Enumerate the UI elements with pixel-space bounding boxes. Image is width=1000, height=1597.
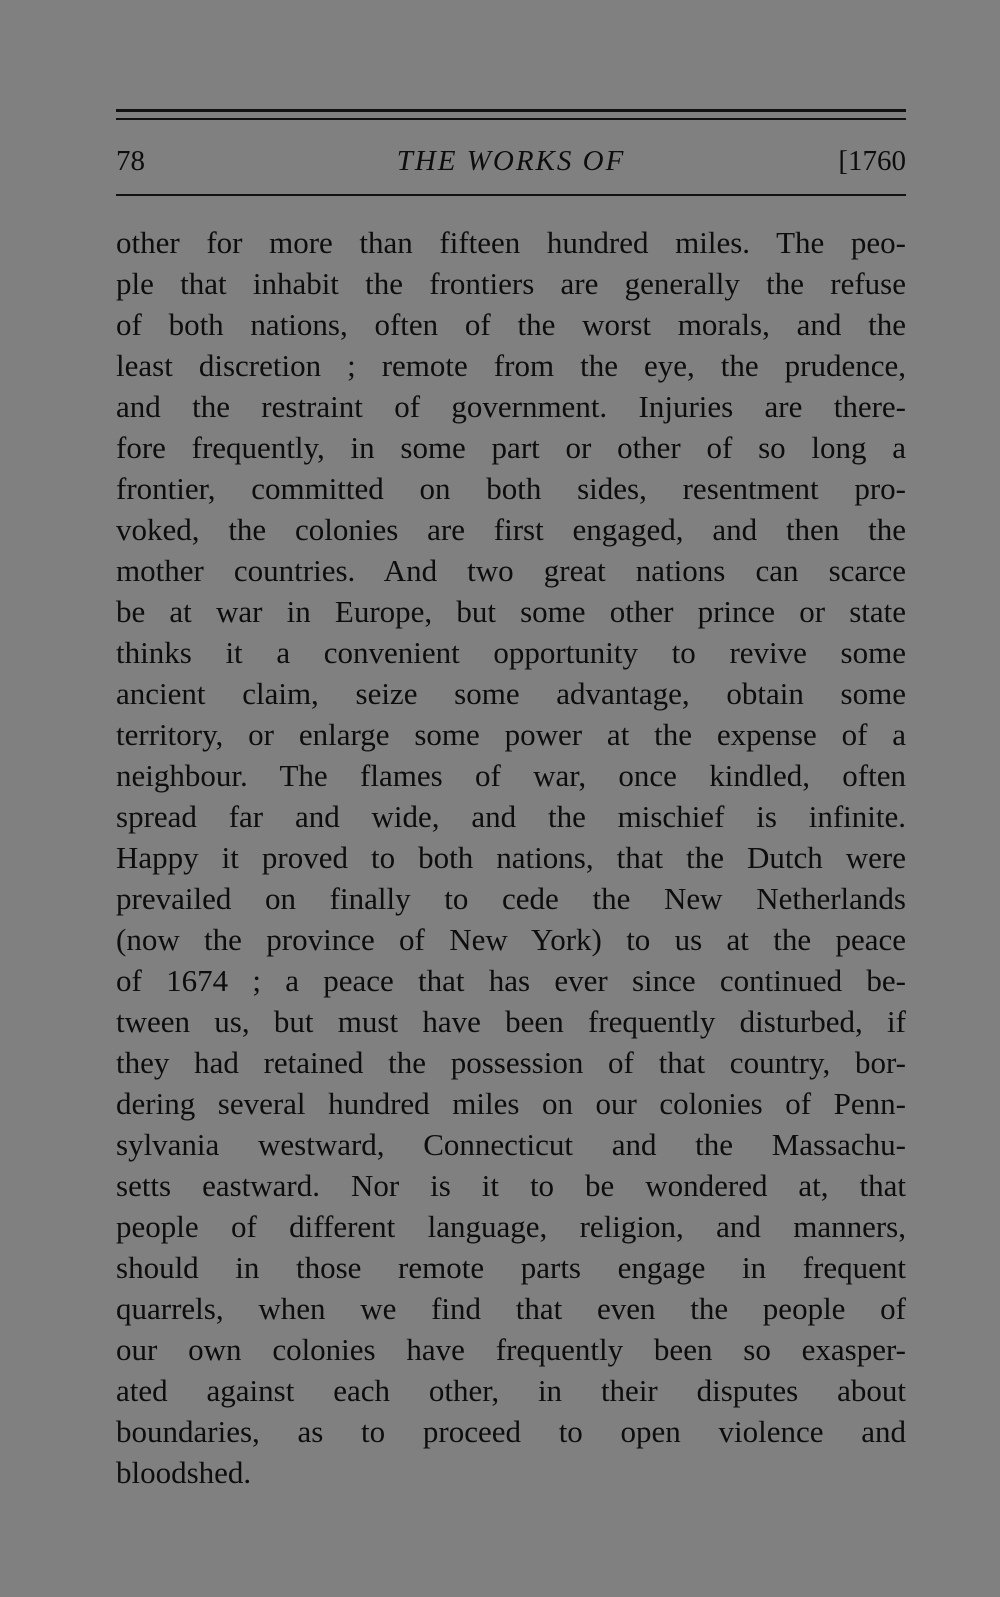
text-line: neighbour. The flames of war, once kindled, often [116,758,906,793]
text-line: ancient claim, seize some advantage, obtain some [116,676,906,711]
text-line: voked, the colonies are first engaged, and then the [116,512,906,547]
text-line: our own colonies have frequently been so exasper- [116,1332,906,1367]
header-rule-bottom [116,194,906,196]
header-rule-top [116,109,906,112]
text-line: spread far and wide, and the mischief is infinite. [116,799,906,834]
text-line: (now the province of New York) to us at the peace [116,922,906,957]
text-line: and the restraint of government. Injuries are there- [116,389,906,424]
text-line: ated against each other, in their disputes about [116,1373,906,1408]
text-line: of 1674 ; a peace that has ever since continued be- [116,963,906,998]
text-line: fore frequently, in some part or other of so long a [116,430,906,465]
text-line: quarrels, when we find that even the people of [116,1291,906,1326]
text-line: bloodshed. [116,1455,252,1490]
text-line: least discretion ; remote from the eye, the prudence, [116,348,906,383]
text-line: people of different language, religion, and manners, [116,1209,906,1244]
text-line: frontier, committed on both sides, resentment pro- [116,471,906,506]
text-line: tween us, but must have been frequently disturbed, if [116,1004,906,1039]
text-line: prevailed on finally to cede the New Netherlands [116,881,906,916]
body-text [116,222,906,1493]
text-line: they had retained the possession of that country, bor- [116,1045,906,1080]
running-title: THE WORKS OF [396,145,626,177]
text-line: boundaries, as to proceed to open violence and [116,1414,906,1449]
text-line: of both nations, often of the worst morals, and the [116,307,906,342]
text-line: Happy it proved to both nations, that the Dutch were [116,840,906,875]
page-number: 78 [116,145,145,177]
text-line: sylvania westward, Connecticut and the Massachu- [116,1127,906,1162]
header-year: [1760 [838,145,906,177]
text-line: setts eastward. Nor is it to be wondered at, that [116,1168,906,1203]
text-line: dering several hundred miles on our colonies of Penn- [116,1086,906,1121]
text-line: ple that inhabit the frontiers are generally the refuse [116,266,906,301]
text-line: thinks it a convenient opportunity to revive some [116,635,906,670]
text-line: territory, or enlarge some power at the expense of a [116,717,906,752]
text-line: other for more than fifteen hundred miles. The peo- [116,225,906,260]
header-rule-top-thin [116,118,906,120]
text-line: mother countries. And two great nations can scarce [116,553,906,588]
text-line: should in those remote parts engage in frequent [116,1250,906,1285]
running-head [116,141,906,181]
text-line: be at war in Europe, but some other prince or state [116,594,906,629]
